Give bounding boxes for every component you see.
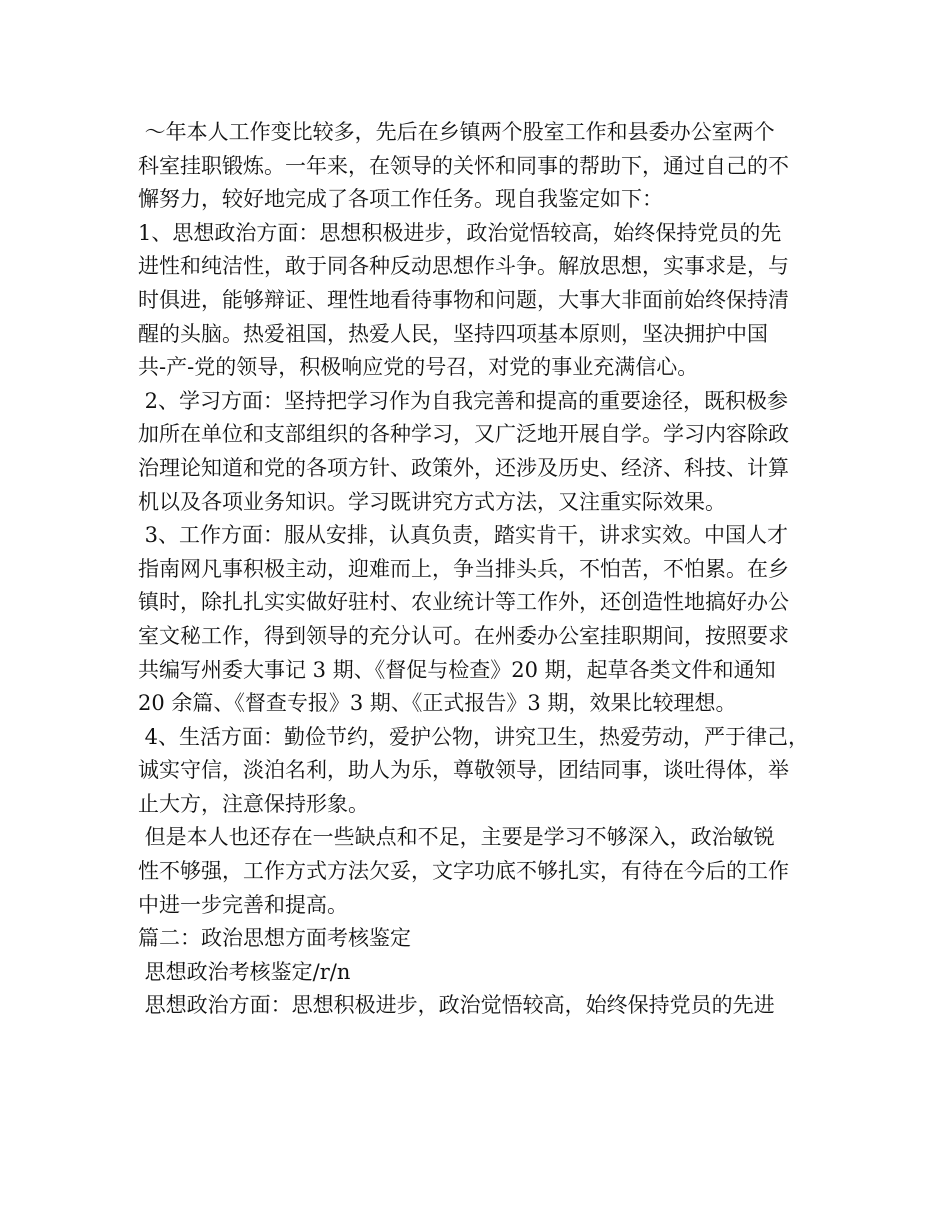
text-line: 镇时，除扎扎实实做好驻村、农业统计等工作外，还创造性地搞好办公 <box>138 590 789 615</box>
text-line: 中进一步完善和提高。 <box>138 892 348 917</box>
text-line: 机以及各项业务知识。学习既讲究方式方法，又注重实际效果。 <box>138 489 726 514</box>
text-line: 4、生活方面：勤俭节约，爱护公物，讲究卫生，热爱劳动，严于律己， <box>138 724 810 749</box>
text-line: 诚实守信，淡泊名利，助人为乐，尊敬领导，团结同事，谈吐得体，举 <box>138 758 789 783</box>
text-line: 思想政治方面：思想积极进步，政治觉悟较高，始终保持党员的先进 <box>138 993 775 1018</box>
document-body <box>138 116 828 1023</box>
text-line: 治理论知道和党的各项方针、政策外，还涉及历史、经济、科技、计算 <box>138 455 789 480</box>
text-line: 2、学习方面：坚持把学习作为自我完善和提高的重要途径，既积极参 <box>138 388 789 413</box>
text-line: 加所在单位和支部组织的各种学习，又广泛地开展自学。学习内容除政 <box>138 422 789 447</box>
text-line: 醒的头脑。热爱祖国，热爱人民，坚持四项基本原则，坚决拥护中国 <box>138 321 768 346</box>
text-line: 时俱进，能够辩证、理性地看待事物和问题，大事大非面前始终保持清 <box>138 287 789 312</box>
text-line: 20 余篇、《督查专报》3 期、《正式报告》3 期，效果比较理想。 <box>138 691 737 716</box>
text-line: 性不够强，工作方式方法欠妥，文字功底不够扎实，有待在今后的工作 <box>138 859 789 884</box>
text-line: 共编写州委大事记 3 期、《督促与检查》20 期，起草各类文件和通知 <box>138 657 776 682</box>
text-line: 1、思想政治方面：思想积极进步，政治觉悟较高，始终保持党员的先 <box>138 220 782 245</box>
text-line: ～年本人工作变比较多，先后在乡镇两个股室工作和县委办公室两个 <box>138 120 775 144</box>
text-line: 3、工作方面：服从安排，认真负责，踏实肯干，讲求实效。中国人才 <box>138 523 789 548</box>
text-line: 止大方，注意保持形象。 <box>138 791 369 816</box>
text-line: 篇二：政治思想方面考核鉴定 <box>138 926 411 951</box>
text-line: 室文秘工作，得到领导的充分认可。在州委办公室挂职期间，按照要求 <box>138 623 789 648</box>
text-line: 懈努力，较好地完成了各项工作任务。现自我鉴定如下： <box>138 187 663 212</box>
text-line: 进性和纯洁性，敢于同各种反动思想作斗争。解放思想，实事求是，与 <box>138 254 789 279</box>
text-line: 思想政治考核鉴定/r/n <box>138 959 351 984</box>
text-line: 科室挂职锻炼。一年来，在领导的关怀和同事的帮助下，通过自己的不 <box>138 153 789 178</box>
text-line: 指南网凡事积极主动，迎难而上，争当排头兵，不怕苦，不怕累。在乡 <box>138 556 789 581</box>
text-line: 共-产-党的领导，积极响应党的号召，对党的事业充满信心。 <box>138 355 699 380</box>
text-line: 但是本人也还存在一些缺点和不足，主要是学习不够深入，政治敏锐 <box>138 825 775 850</box>
